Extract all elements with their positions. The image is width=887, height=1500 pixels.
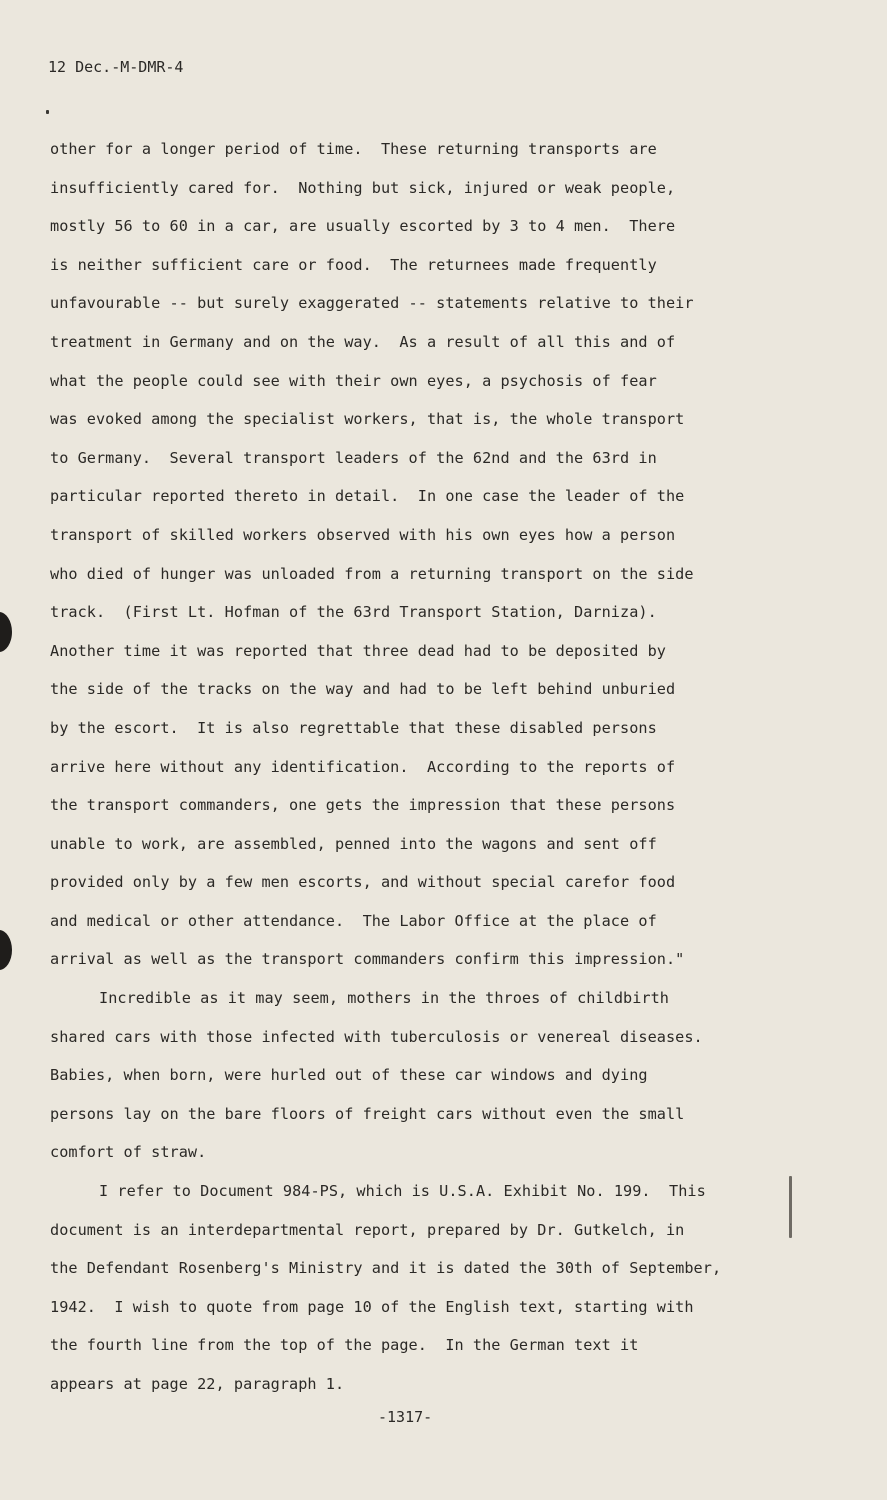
text-line: provided only by a few men escorts, and without special carefor food (50, 873, 676, 892)
text-line: by the escort. It is also regrettable that these disabled persons (50, 718, 657, 737)
text-line: comfort of straw. (50, 1143, 207, 1162)
text-line: what the people could see with their own eyes, a psychosis of fear (50, 371, 657, 390)
text-line: 1942. I wish to quote from page 10 of the English text, starting with (50, 1297, 694, 1316)
text-line: I refer to Document 984-PS, which is U.S.A. Exhibit No. 199. This (99, 1182, 706, 1201)
text-line: the fourth line from the top of the page. In the German text it (50, 1336, 639, 1355)
text-line: and medical or other attendance. The Labor Office at the place of (50, 911, 657, 930)
text-line: Babies, when born, were hurled out of these car windows and dying (50, 1066, 648, 1085)
stray-mark (46, 110, 49, 114)
text-line: who died of hunger was unloaded from a returning transport on the side (50, 564, 694, 583)
text-line: treatment in Germany and on the way. As a result of all this and of (50, 332, 676, 351)
margin-mark (789, 1176, 792, 1238)
text-line: particular reported thereto in detail. In one case the leader of the (50, 487, 685, 506)
text-line: the transport commanders, one gets the impression that these persons (50, 796, 676, 815)
text-line: mostly 56 to 60 in a car, are usually escorted by 3 to 4 men. There (50, 217, 676, 236)
text-line: is neither sufficient care or food. The returnees made frequently (50, 255, 657, 274)
text-line: Another time it was reported that three dead had to be deposited by (50, 641, 666, 660)
text-line: Incredible as it may seem, mothers in the throes of childbirth (99, 989, 670, 1008)
punch-hole (0, 612, 12, 652)
text-line: insufficiently cared for. Nothing but sick, injured or weak people, (50, 178, 676, 197)
document-header-ref: 12 Dec.-M-DMR-4 (48, 58, 184, 76)
text-line: was evoked among the specialist workers, that is, the whole transport (50, 410, 685, 429)
text-line: the side of the tracks on the way and had to be left behind unburied (50, 680, 676, 699)
text-line: transport of skilled workers observed with his own eyes how a person (50, 525, 676, 544)
text-line: shared cars with those infected with tuberculosis or venereal diseases. (50, 1027, 703, 1046)
text-line: arrive here without any identification. According to the reports of (50, 757, 676, 776)
punch-hole (0, 930, 12, 970)
body-text (50, 135, 770, 1409)
text-line: to Germany. Several transport leaders of the 62nd and the 63rd in (50, 448, 657, 467)
text-line: unfavourable -- but surely exaggerated -- statements relative to their (50, 294, 694, 313)
text-line: the Defendant Rosenberg's Ministry and it is dated the 30th of September, (50, 1259, 722, 1278)
page-number: -1317- (378, 1408, 433, 1426)
text-line: track. (First Lt. Hofman of the 63rd Transport Station, Darniza). (50, 603, 657, 622)
text-line: appears at page 22, paragraph 1. (50, 1375, 345, 1393)
text-line: unable to work, are assembled, penned into the wagons and sent off (50, 834, 657, 853)
text-line: other for a longer period of time. These returning transports are (50, 140, 657, 158)
text-line: arrival as well as the transport commanders confirm this impression." (50, 950, 685, 969)
text-line: persons lay on the bare floors of freight cars without even the small (50, 1104, 685, 1123)
text-line: document is an interdepartmental report, prepared by Dr. Gutkelch, in (50, 1220, 685, 1239)
